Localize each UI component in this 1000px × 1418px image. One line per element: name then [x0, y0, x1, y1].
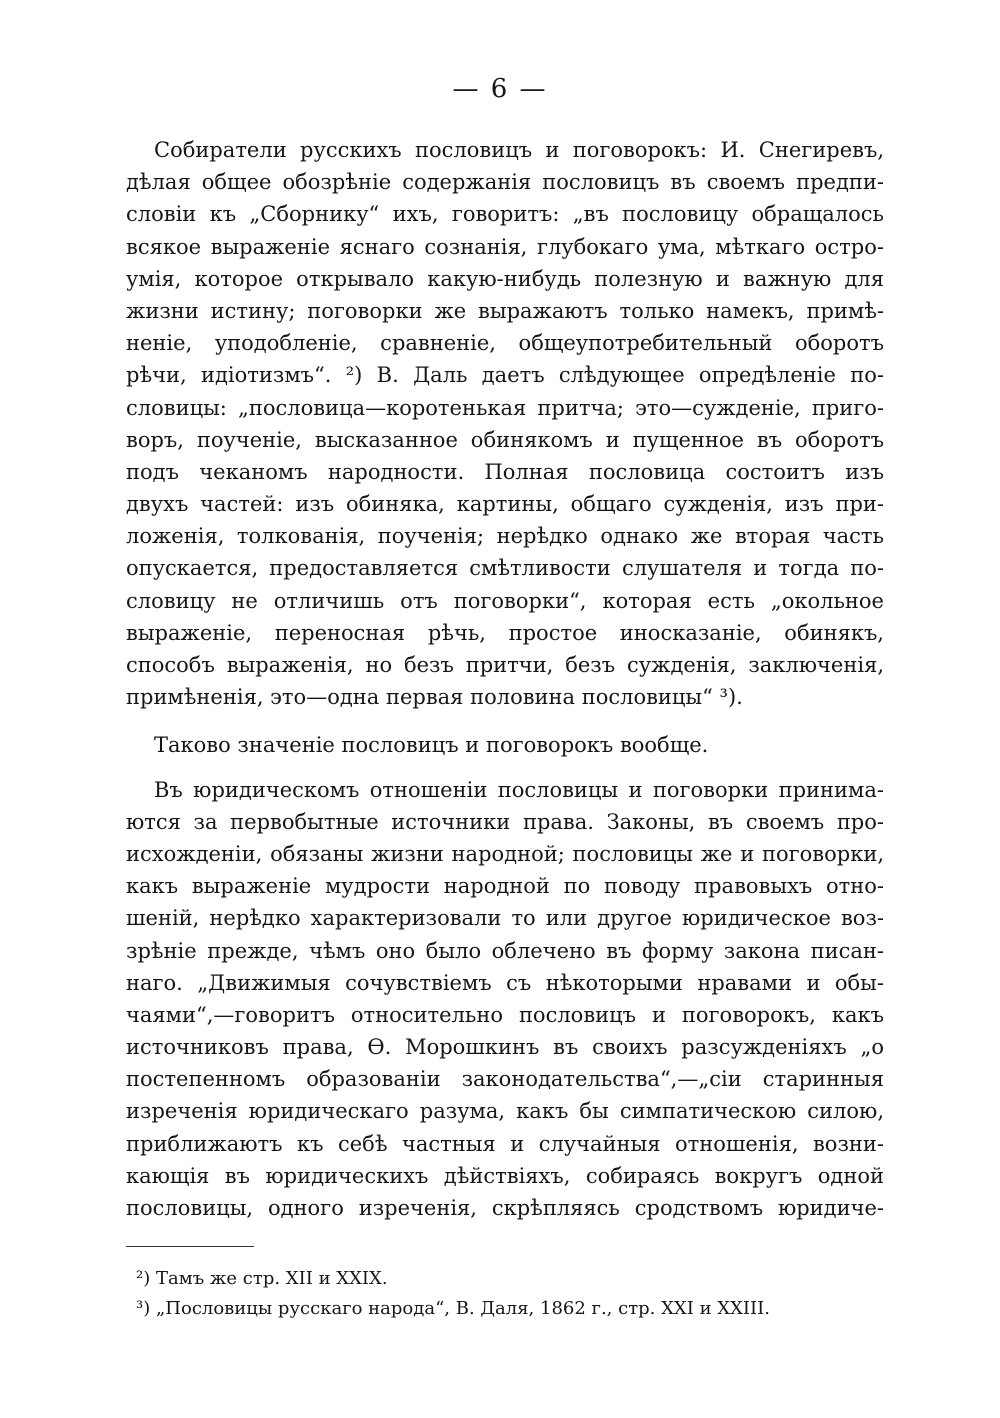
text-line: шеній, нерѣдко характеризовали то или другое юридическое воз-: [126, 906, 884, 931]
paragraph-3: [126, 774, 884, 1225]
text-line: дѣлая общее обозрѣніе содержанія пословицъ въ своемъ предпи-: [126, 170, 884, 195]
page-number: — 6 —: [452, 74, 548, 104]
text-line: подъ чеканомъ народности. Полная пословица состоитъ изъ: [126, 459, 884, 484]
text-line: ложенія, толкованія, поученія; нерѣдко однако же вторая часть: [126, 524, 884, 549]
text-line: исхожденіи, обязаны жизни народной; пословицы же и поговорки,: [126, 841, 884, 866]
text-line: словицу не отличишь отъ поговорки“, которая есть „окольное: [126, 588, 884, 613]
text-line: постепенномъ образованіи законодательства“,—„сіи старинныя: [126, 1067, 884, 1092]
text-line: двухъ частей: изъ обиняка, картины, общаго сужденія, изъ при-: [126, 492, 884, 517]
text-line: Въ юридическомъ отношеніи пословицы и поговорки принима-: [154, 777, 884, 802]
text-line: словіи къ „Сборнику“ ихъ, говоритъ: „въ пословицу обращалось: [126, 202, 884, 227]
text-line: приближаютъ къ себѣ частныя и случайныя отношенія, возни-: [126, 1131, 884, 1156]
text-line: жизни истину; поговорки же выражаютъ только намекъ, примѣ-: [126, 298, 884, 323]
text-line: ются за первобытные источники права. Законы, въ своемъ про-: [126, 809, 884, 834]
text-line: выраженіе, переносная рѣчь, простое иносказаніе, обинякъ,: [126, 620, 884, 645]
text-line: зрѣніе прежде, чѣмъ оно было облечено въ форму закона писан-: [126, 938, 884, 963]
footnote-2: ²) Тамъ же стр. XII и XXIX.: [136, 1268, 388, 1289]
paragraph-2: [126, 729, 884, 761]
text-line: изреченія юридическаго разума, какъ бы симпатическою силою,: [126, 1099, 884, 1124]
text-line: воръ, поученіе, высказанное обинякомъ и пущенное въ оборотъ: [126, 427, 884, 452]
text-line: пословицы, одного изреченія, скрѣпляясь сродствомъ юридиче-: [126, 1196, 884, 1220]
text-line: словицы: „пословица—коротенькая притча; это—сужденіе, приго-: [126, 395, 884, 420]
text-line: всякое выраженіе яснаго сознанія, глубокаго ума, мѣткаго остро-: [126, 234, 884, 259]
footnotes: [136, 1264, 876, 1324]
paragraph-1: [126, 134, 884, 713]
text-line: примѣненія, это—одна первая половина пословицы“ ³).: [126, 685, 743, 710]
text-line: рѣчи, идіотизмъ“. ²) В. Даль даетъ слѣдующее опредѣленіе по-: [126, 363, 884, 388]
text-line: источниковъ права, Ѳ. Морошкинъ въ своихъ разсужденіяхъ „о: [126, 1035, 884, 1060]
text-line: кающія въ юридическихъ дѣйствіяхъ, собираясь вокругъ одной: [126, 1163, 884, 1188]
footnote-3: ³) „Пословицы русскаго народа“, В. Даля, 1862 г., стр. XXI и XXIII.: [136, 1298, 770, 1319]
text-line: опускается, предоставляется смѣтливости слушателя и тогда по-: [126, 556, 884, 581]
footnote-separator: [126, 1246, 254, 1247]
main-text: [126, 134, 884, 1224]
text-line: какъ выраженіе мудрости народной по поводу правовыхъ отно-: [126, 874, 884, 899]
text-line: Таково значеніе пословицъ и поговорокъ вообще.: [154, 733, 709, 758]
text-line: способъ выраженія, но безъ притчи, безъ сужденія, заключенія,: [126, 653, 884, 677]
text-line: неніе, уподобленіе, сравненіе, общеупотребительный оборотъ: [126, 331, 884, 356]
text-line: Собиратели русскихъ пословицъ и поговорокъ: И. Снегиревъ,: [154, 138, 884, 162]
text-line: наго. „Движимыя сочувствіемъ съ нѣкоторыми нравами и обы-: [126, 970, 884, 995]
text-line: умія, которое открывало какую-нибудь полезную и важную для: [126, 266, 884, 291]
text-line: чаями“,—говоритъ относительно пословицъ и поговорокъ, какъ: [126, 1002, 884, 1027]
